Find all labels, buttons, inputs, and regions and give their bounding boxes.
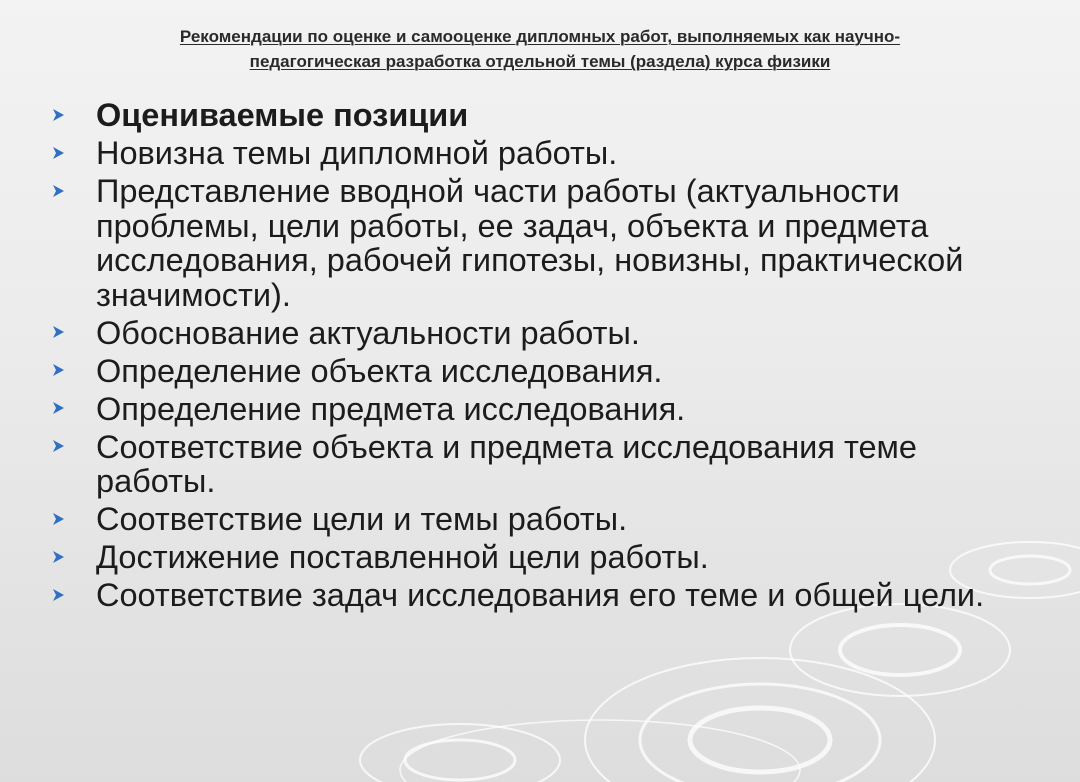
header-line-1: Рекомендации по оценке и самооценке дипломных работ, выполняемых как научно- <box>179 27 901 46</box>
header-line-2: педагогическая разработка отдельной темы (раздела) курса физики <box>249 52 831 71</box>
list-item <box>52 316 1027 351</box>
arrow-bullet-icon <box>52 316 96 349</box>
bullet-text: Соответствие задач исследования его теме и общей цели. <box>96 577 985 613</box>
bullet-text: Определение предмета исследования. <box>96 390 686 427</box>
list-item <box>52 98 1027 133</box>
bullet-text: Обоснование актуальности работы. <box>96 314 640 351</box>
list-item <box>52 578 1027 613</box>
list-item <box>52 502 1027 537</box>
slide-header <box>60 24 1020 74</box>
bullet-text: Соответствие объекта и предмета исследования теме работы. <box>96 428 917 499</box>
bullet-text: Соответствие цели и темы работы. <box>96 501 628 537</box>
list-item <box>52 392 1027 427</box>
arrow-bullet-icon <box>52 98 96 131</box>
arrow-bullet-icon <box>52 578 96 611</box>
bullet-heading: Оцениваемые позиции <box>96 97 469 133</box>
arrow-bullet-icon <box>52 430 96 463</box>
arrow-bullet-icon <box>52 354 96 387</box>
list-item <box>52 354 1027 389</box>
bullet-text: Новизна темы дипломной работы. <box>96 135 618 171</box>
bullet-text: Представление вводной части работы (актуальности проблемы, цели работы, ее задач, объекта и предмета исследования, рабочей гипотезы, новизны, практической значимости). <box>96 173 964 313</box>
bullet-text: Определение объекта исследования. <box>96 352 663 389</box>
list-item <box>52 430 1027 499</box>
list-item <box>52 136 1027 171</box>
arrow-bullet-icon <box>52 540 96 573</box>
arrow-bullet-icon <box>52 174 96 207</box>
arrow-bullet-icon <box>52 502 96 535</box>
bullet-list <box>52 98 1027 616</box>
list-item <box>52 540 1027 575</box>
arrow-bullet-icon <box>52 136 96 169</box>
arrow-bullet-icon <box>52 392 96 425</box>
list-item <box>52 174 1027 312</box>
bullet-text: Достижение поставленной цели работы. <box>96 539 709 575</box>
